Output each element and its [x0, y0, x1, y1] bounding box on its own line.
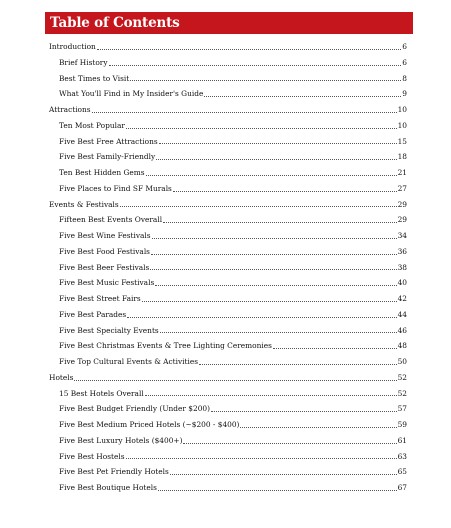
- toc-section-entry[interactable]: [49, 39, 407, 55]
- toc-section-entry[interactable]: [49, 102, 407, 118]
- toc-entry-page-number: 44: [397, 309, 407, 319]
- toc-entry-label: Events & Festivals: [49, 199, 119, 209]
- toc-dot-leader: [97, 49, 401, 50]
- toc-subsection-entry[interactable]: [49, 338, 407, 354]
- toc-entry-page-number: 27: [397, 183, 407, 193]
- toc-entry-label: Five Best Parades: [59, 309, 127, 319]
- toc-dot-leader: [126, 458, 397, 459]
- toc-entry-label: Five Best Beer Festivals: [59, 262, 150, 272]
- toc-entry-label: Hotels: [49, 372, 74, 382]
- toc-entry-label: Best Times to Visit: [59, 73, 130, 83]
- toc-dot-leader: [130, 80, 401, 81]
- toc-dot-leader: [150, 269, 396, 270]
- toc-entry-page-number: 52: [397, 372, 407, 382]
- toc-entry-page-number: 6: [402, 57, 407, 67]
- toc-entry-page-number: 34: [397, 231, 407, 240]
- toc-entry-label: Ten Most Popular: [59, 120, 125, 130]
- toc-entry-label: Five Best Free Attractions: [59, 136, 158, 146]
- toc-subsection-entry[interactable]: [49, 323, 407, 339]
- toc-section-entry[interactable]: [49, 197, 407, 213]
- toc-dot-leader: [152, 238, 397, 239]
- toc-dot-leader: [127, 317, 396, 318]
- toc-dot-leader: [158, 490, 397, 491]
- toc-dot-leader: [156, 159, 396, 160]
- toc-entry-page-number: 21: [397, 168, 407, 177]
- toc-entry-label: Five Best Music Festivals: [59, 278, 155, 288]
- toc-entry-label: Five Best Pet Friendly Hotels: [59, 467, 169, 477]
- toc-subsection-entry[interactable]: [49, 433, 407, 449]
- toc-header: [45, 12, 413, 34]
- toc-dot-leader: [120, 206, 397, 207]
- toc-dot-leader: [146, 175, 397, 176]
- toc-subsection-entry[interactable]: [49, 55, 407, 71]
- toc-entry-page-number: 9: [402, 89, 407, 99]
- toc-entry-page-number: 42: [397, 294, 407, 303]
- toc-entry-page-number: 67: [397, 483, 407, 492]
- toc-entry-label: Five Best Specialty Events: [59, 325, 159, 335]
- toc-dot-leader: [173, 191, 397, 192]
- toc-subsection-entry[interactable]: [49, 165, 407, 181]
- toc-dot-leader: [151, 254, 397, 255]
- toc-entry-page-number: 50: [397, 357, 407, 366]
- toc-entry-page-number: 18: [397, 152, 407, 162]
- toc-entry-page-number: 57: [397, 404, 407, 414]
- toc-subsection-entry[interactable]: [49, 354, 407, 370]
- toc-subsection-entry[interactable]: [49, 464, 407, 480]
- toc-entry-page-number: 15: [397, 136, 407, 146]
- toc-entry-page-number: 36: [397, 246, 407, 256]
- toc-dot-leader: [159, 143, 397, 144]
- toc-section-entry[interactable]: [49, 370, 407, 386]
- toc-subsection-entry[interactable]: [49, 260, 407, 276]
- toc-subsection-entry[interactable]: [49, 386, 407, 402]
- toc-dot-leader: [109, 65, 402, 66]
- toc-entry-page-number: 65: [397, 467, 407, 477]
- toc-subsection-entry[interactable]: [49, 118, 407, 134]
- toc-entry-page-number: 6: [402, 42, 407, 51]
- toc-subsection-entry[interactable]: [49, 228, 407, 244]
- toc-subsection-entry[interactable]: [49, 401, 407, 417]
- toc-entry-label: Attractions: [49, 105, 91, 114]
- toc-entry-label: Five Best Food Festivals: [59, 246, 150, 256]
- toc-subsection-entry[interactable]: [49, 449, 407, 465]
- toc-entry-page-number: 38: [397, 262, 407, 272]
- toc-title: Table of Contents: [50, 15, 180, 31]
- toc-entry-label: Five Places to Find SF Murals: [59, 183, 172, 193]
- toc-subsection-entry[interactable]: [49, 244, 407, 260]
- toc-entry-page-number: 29: [397, 199, 407, 209]
- toc-entry-page-number: 52: [397, 388, 407, 398]
- toc-dot-leader: [273, 348, 397, 349]
- toc-entry-page-number: 10: [397, 105, 407, 114]
- toc-dot-leader: [204, 96, 401, 97]
- toc-dot-leader: [142, 301, 397, 302]
- toc-dot-leader: [74, 380, 396, 381]
- toc-entry-page-number: 8: [402, 73, 407, 83]
- toc-dot-leader: [126, 128, 397, 129]
- toc-entry-page-number: 63: [397, 451, 407, 461]
- toc-entry-label: Five Best Hostels: [59, 451, 125, 461]
- toc-entry-page-number: 61: [397, 435, 407, 445]
- toc-entry-label: Five Best Budget Friendly (Under $200): [59, 404, 210, 414]
- toc-dot-leader: [240, 427, 396, 428]
- toc-entry-page-number: 59: [397, 420, 407, 429]
- toc-subsection-entry[interactable]: [49, 134, 407, 150]
- toc-entry-label: 15 Best Hotels Overall: [59, 388, 144, 398]
- toc-entry-label: Five Best Luxury Hotels ($400+): [59, 435, 183, 445]
- toc-subsection-entry[interactable]: [49, 480, 407, 496]
- toc-entry-page-number: 10: [397, 120, 407, 130]
- toc-list: [49, 39, 407, 496]
- toc-entry-label: Brief History: [59, 57, 108, 67]
- toc-entry-page-number: 29: [397, 215, 407, 225]
- toc-dot-leader: [211, 411, 397, 412]
- toc-entry-label: Five Best Medium Priced Hotels (~$200 - $400): [59, 420, 240, 429]
- toc-entry-label: Five Best Christmas Events & Tree Lighting Ceremonies: [59, 341, 272, 351]
- toc-entry-page-number: 40: [397, 278, 407, 288]
- toc-dot-leader: [160, 332, 397, 333]
- toc-dot-leader: [170, 474, 397, 475]
- toc-dot-leader: [92, 112, 397, 113]
- toc-entry-label: Five Best Family-Friendly: [59, 152, 156, 162]
- toc-entry-page-number: 48: [397, 341, 407, 351]
- toc-subsection-entry[interactable]: [49, 149, 407, 165]
- toc-subsection-entry[interactable]: [49, 71, 407, 87]
- toc-dot-leader: [199, 364, 397, 365]
- toc-entry-label: Ten Best Hidden Gems: [59, 168, 145, 177]
- toc-entry-label: Five Best Boutique Hotels: [59, 483, 157, 492]
- toc-entry-label: Introduction: [49, 42, 96, 51]
- toc-entry-label: Fifteen Best Events Overall: [59, 215, 163, 225]
- toc-dot-leader: [155, 285, 396, 286]
- toc-entry-label: What You'll Find in My Insider's Guide: [59, 89, 204, 99]
- toc-subsection-entry[interactable]: [49, 275, 407, 291]
- toc-entry-label: Five Best Wine Festivals: [59, 231, 151, 240]
- toc-subsection-entry[interactable]: [49, 86, 407, 102]
- toc-subsection-entry[interactable]: [49, 181, 407, 197]
- toc-subsection-entry[interactable]: [49, 291, 407, 307]
- toc-dot-leader: [183, 443, 396, 444]
- toc-entry-page-number: 46: [397, 325, 407, 335]
- toc-subsection-entry[interactable]: [49, 212, 407, 228]
- toc-entry-label: Five Best Street Fairs: [59, 294, 141, 303]
- toc-dot-leader: [145, 395, 397, 396]
- toc-subsection-entry[interactable]: [49, 417, 407, 433]
- toc-entry-label: Five Top Cultural Events & Activities: [59, 357, 199, 366]
- toc-dot-leader: [163, 222, 397, 223]
- toc-subsection-entry[interactable]: [49, 307, 407, 323]
